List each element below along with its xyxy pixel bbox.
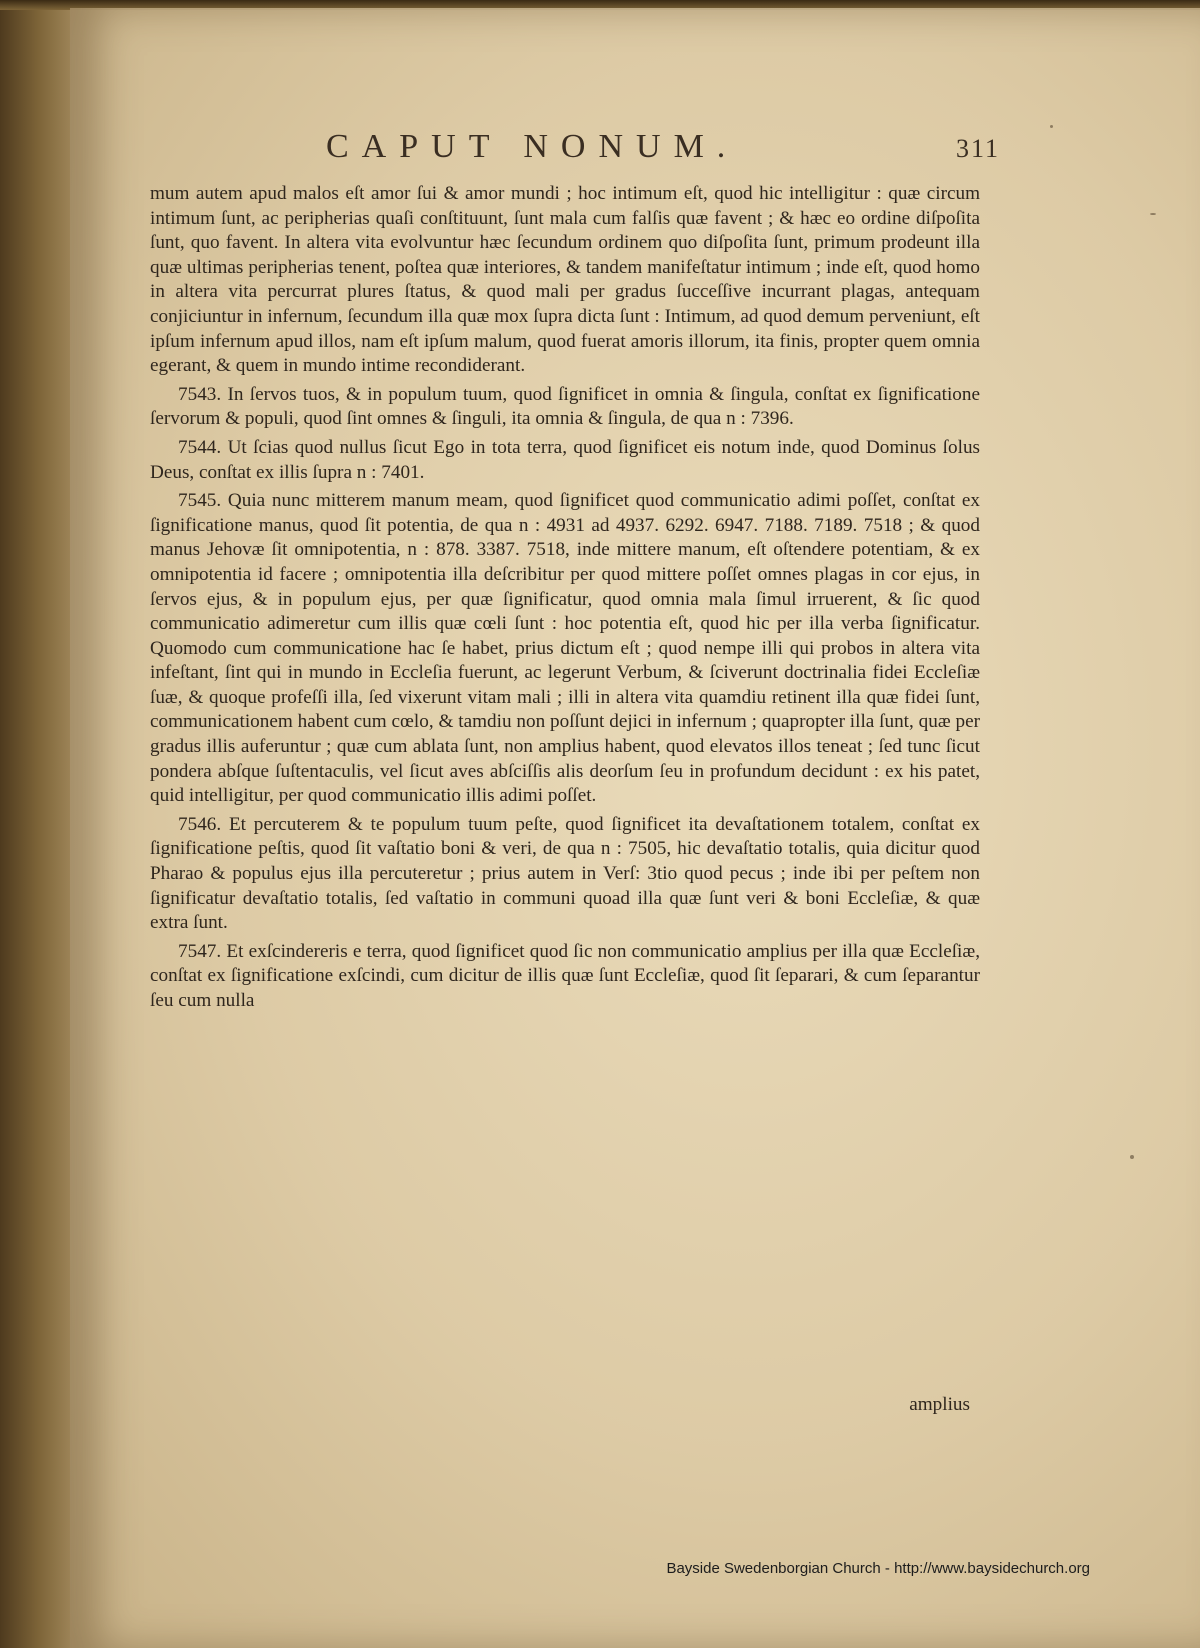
paper-speck	[1050, 125, 1053, 128]
paragraph-7545: 7545. Quia nunc mitterem manum meam, quod ſignificet quod communicatio adimi poſſet, conſtat ex ſignificatione manus, quod ſit potentia, de qua n : 4931 ad 4937. 6292. 6947. 7188. 7189. 7518 ; & quod manus Jehovæ ſit omnipotentia, n : 878. 3387. 7518, inde mittere manum, eſt oſtendere potentiam, & ex omnipotentia id facere ; omnipotentia illa deſcribitur per quod mittere poſſet omnes plagas in cor ejus, in ſervos ejus, & in populum ejus, per quæ ſignificatur, quod omnia mala ſimul irruerent, & ſic quod communicatio adimeretur cum illis quæ cœli ſunt : hoc potentia eſt, quod hic per illa verba ſignificatur. Quomodo cum communicatione hac ſe habet, prius dictum eſt ; quod nempe illi qui probos in altera vita infeſtant, ſint qui in mundo in Eccleſia fuerunt, ac legerunt Verbum, & ſciverunt doctrinalia fidei Eccleſiæ ſuæ, & quoque profeſſi illa, ſed vixerunt vitam mali ; illi in altera vita quamdiu retinent illa quæ fidei ſunt, communicationem habent cum cœlo, & tamdiu non poſſunt dejici in infernum ; quapropter illa ſunt, quæ per gradus illis auferuntur ; quæ cum ablata ſunt, non amplius habent, quod elevatos illos teneat ; ſed tunc ſicut pondera abſque ſuſtentaculis, vel ſicut aves abſciſſis alis deorſum ſeu in profundum decidunt : ex his patet, quid intelligitur, per quod communicatio illis adimi poſſet.	[150, 490, 980, 807]
paragraph-continuation: mum autem apud malos eſt amor ſui & amor mundi ; hoc intimum eſt, quod hic intelligitur : quæ circum intimum ſunt, ac peripherias quaſi conſtituunt, ſunt mala cum falſis quæ favent ; & hæc eo ordine diſpoſita ſunt, quo favent. In altera vita evolvuntur hæc ſecundum ordinem quo diſpoſita ſunt, primum prodeunt illa quæ ultimas peripherias tenent, poſtea quæ interiores, & tandem manifeſtatur intimum ; inde eſt, quod homo in altera vita percurrat plures ſtatus, & quod mali per gradus ſucceſſive incurrant plagas, antequam conjiciuntur in infernum, ſecundum illa quæ mox ſupra dicta ſunt : Intimum, ad quod demum perveniunt, eſt ipſum infernum apud illos, nam eſt ipſum malum, quod fuerat amoris illorum, ita finis, propter quem omnia egerant, & quem in mundo intime recondiderant.	[150, 183, 980, 377]
paper-speck	[1150, 213, 1156, 215]
paragraph-7543: 7543. In ſervos tuos, & in populum tuum, quod ſignificet in omnia & ſingula, conſtat ex ſignificatione ſervorum & populi, quod ſint omnes & ſinguli, ita omnia & ſingula, de qua n : 7396.	[150, 383, 980, 430]
page-header	[140, 128, 1000, 168]
catchword: amplius	[909, 1394, 970, 1415]
page-number: 311	[955, 134, 1000, 163]
footer-credit: Bayside Swedenborgian Church - http://www.baysidechurch.org	[666, 1560, 1090, 1577]
paragraph-7546: 7546. Et percuterem & te populum tuum peſte, quod ſignificet ita devaſtationem totalem, conſtat ex ſignificatione peſtis, quod ſit vaſtatio boni & veri, de qua n : 7505, hic devaſtatio totalis, quia dicitur quod Pharao & populus ejus illa percuteretur ; prius autem in Verſ: 3tio quod pecus ; inde ibi per peſtem non ſignificatur devaſtatio totalis, ſed vaſtatio in communi quoad illa quæ ſunt veri & boni Eccleſiæ, & quæ extra ſunt.	[150, 813, 980, 934]
running-title: CAPUT NONUM.	[326, 128, 739, 165]
paper-speck	[1130, 1155, 1134, 1159]
body-text	[150, 182, 980, 1014]
paragraph-7544: 7544. Ut ſcias quod nullus ſicut Ego in tota terra, quod ſignificet eis notum inde, quod Dominus ſolus Deus, conſtat ex illis ſupra n : 7401.	[150, 436, 980, 483]
paragraph-7547: 7547. Et exſcindereris e terra, quod ſignificet quod ſic non communicatio amplius per illa quæ Eccleſiæ, conſtat ex ſignificatione exſcindi, cum dicitur de illis quæ ſunt Eccleſiæ, quod ſit ſeparari, & cum ſeparantur ſeu cum nulla	[150, 940, 980, 1011]
